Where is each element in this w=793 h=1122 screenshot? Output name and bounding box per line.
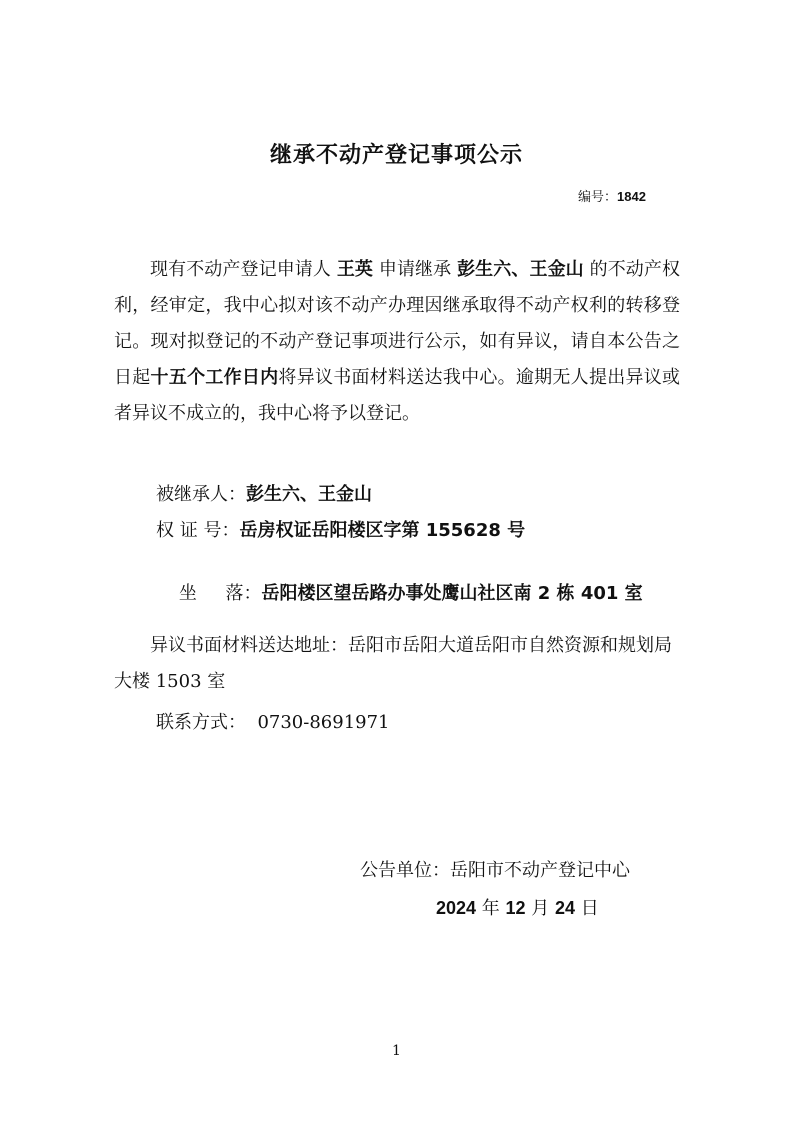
date-day: 24 [554,898,576,918]
date-day-unit: 日 [575,898,599,919]
notice-paragraph [114,252,680,432]
date-year: 2024 [436,898,477,918]
location-value: 岳阳楼区望岳路办事处鹰山社区南 2 栋 401 室 [261,583,643,604]
decedent-label: 被继承人： [156,484,246,505]
issue-date [436,894,599,920]
body-text-2: 申请继承 [373,259,458,280]
date-month: 12 [505,898,526,918]
applicant-name: 王英 [336,259,374,280]
decedent-row [156,480,372,506]
body-text-1: 现有不动产登记申请人 [150,259,337,280]
location-row [156,558,643,626]
page-number: 1 [392,1043,401,1059]
document-number [578,186,646,205]
date-year-unit: 年 [476,898,506,919]
date-month-unit: 月 [525,898,555,919]
body-text-4: 将异议书面材料送达我中心。逾期无人提出异议或者异议不成立的，我中心将予以登记。 [114,367,681,424]
document-number-value: 1842 [617,189,646,204]
contact-label: 联系方式： [156,712,246,733]
certificate-row [156,516,525,542]
objection-address-text: 异议书面材料送达地址：岳阳市岳阳大道岳阳市自然资源和规划局大楼 1503 室 [114,635,672,692]
decedent-value: 彭生六、王金山 [246,484,372,505]
contact-phone: 0730-8691971 [257,712,390,733]
certificate-label: 权 证 号： [156,520,240,541]
contact-row [156,708,390,734]
objection-deadline: 十五个工作日内 [150,367,279,388]
objection-address [114,628,682,700]
body-text-3: 的不动产权利，经审定，我中心拟对该不动产办理因继承取得不动产权利的转移登记。现对拟登记的不动产登记事项进行公示，如有异议，请自本公告之日起 [114,259,680,388]
location-label: 坐 落： [178,583,262,604]
certificate-value: 岳房权证岳阳楼区字第 155628 号 [239,520,526,541]
issuer: 公告单位：岳阳市不动产登记中心 [360,860,630,881]
notice-body [114,252,680,432]
decedent-names: 彭生六、王金山 [457,259,584,280]
document-number-label: 编号： [578,190,618,205]
document-title: 继承不动产登记事项公示 [269,143,523,168]
